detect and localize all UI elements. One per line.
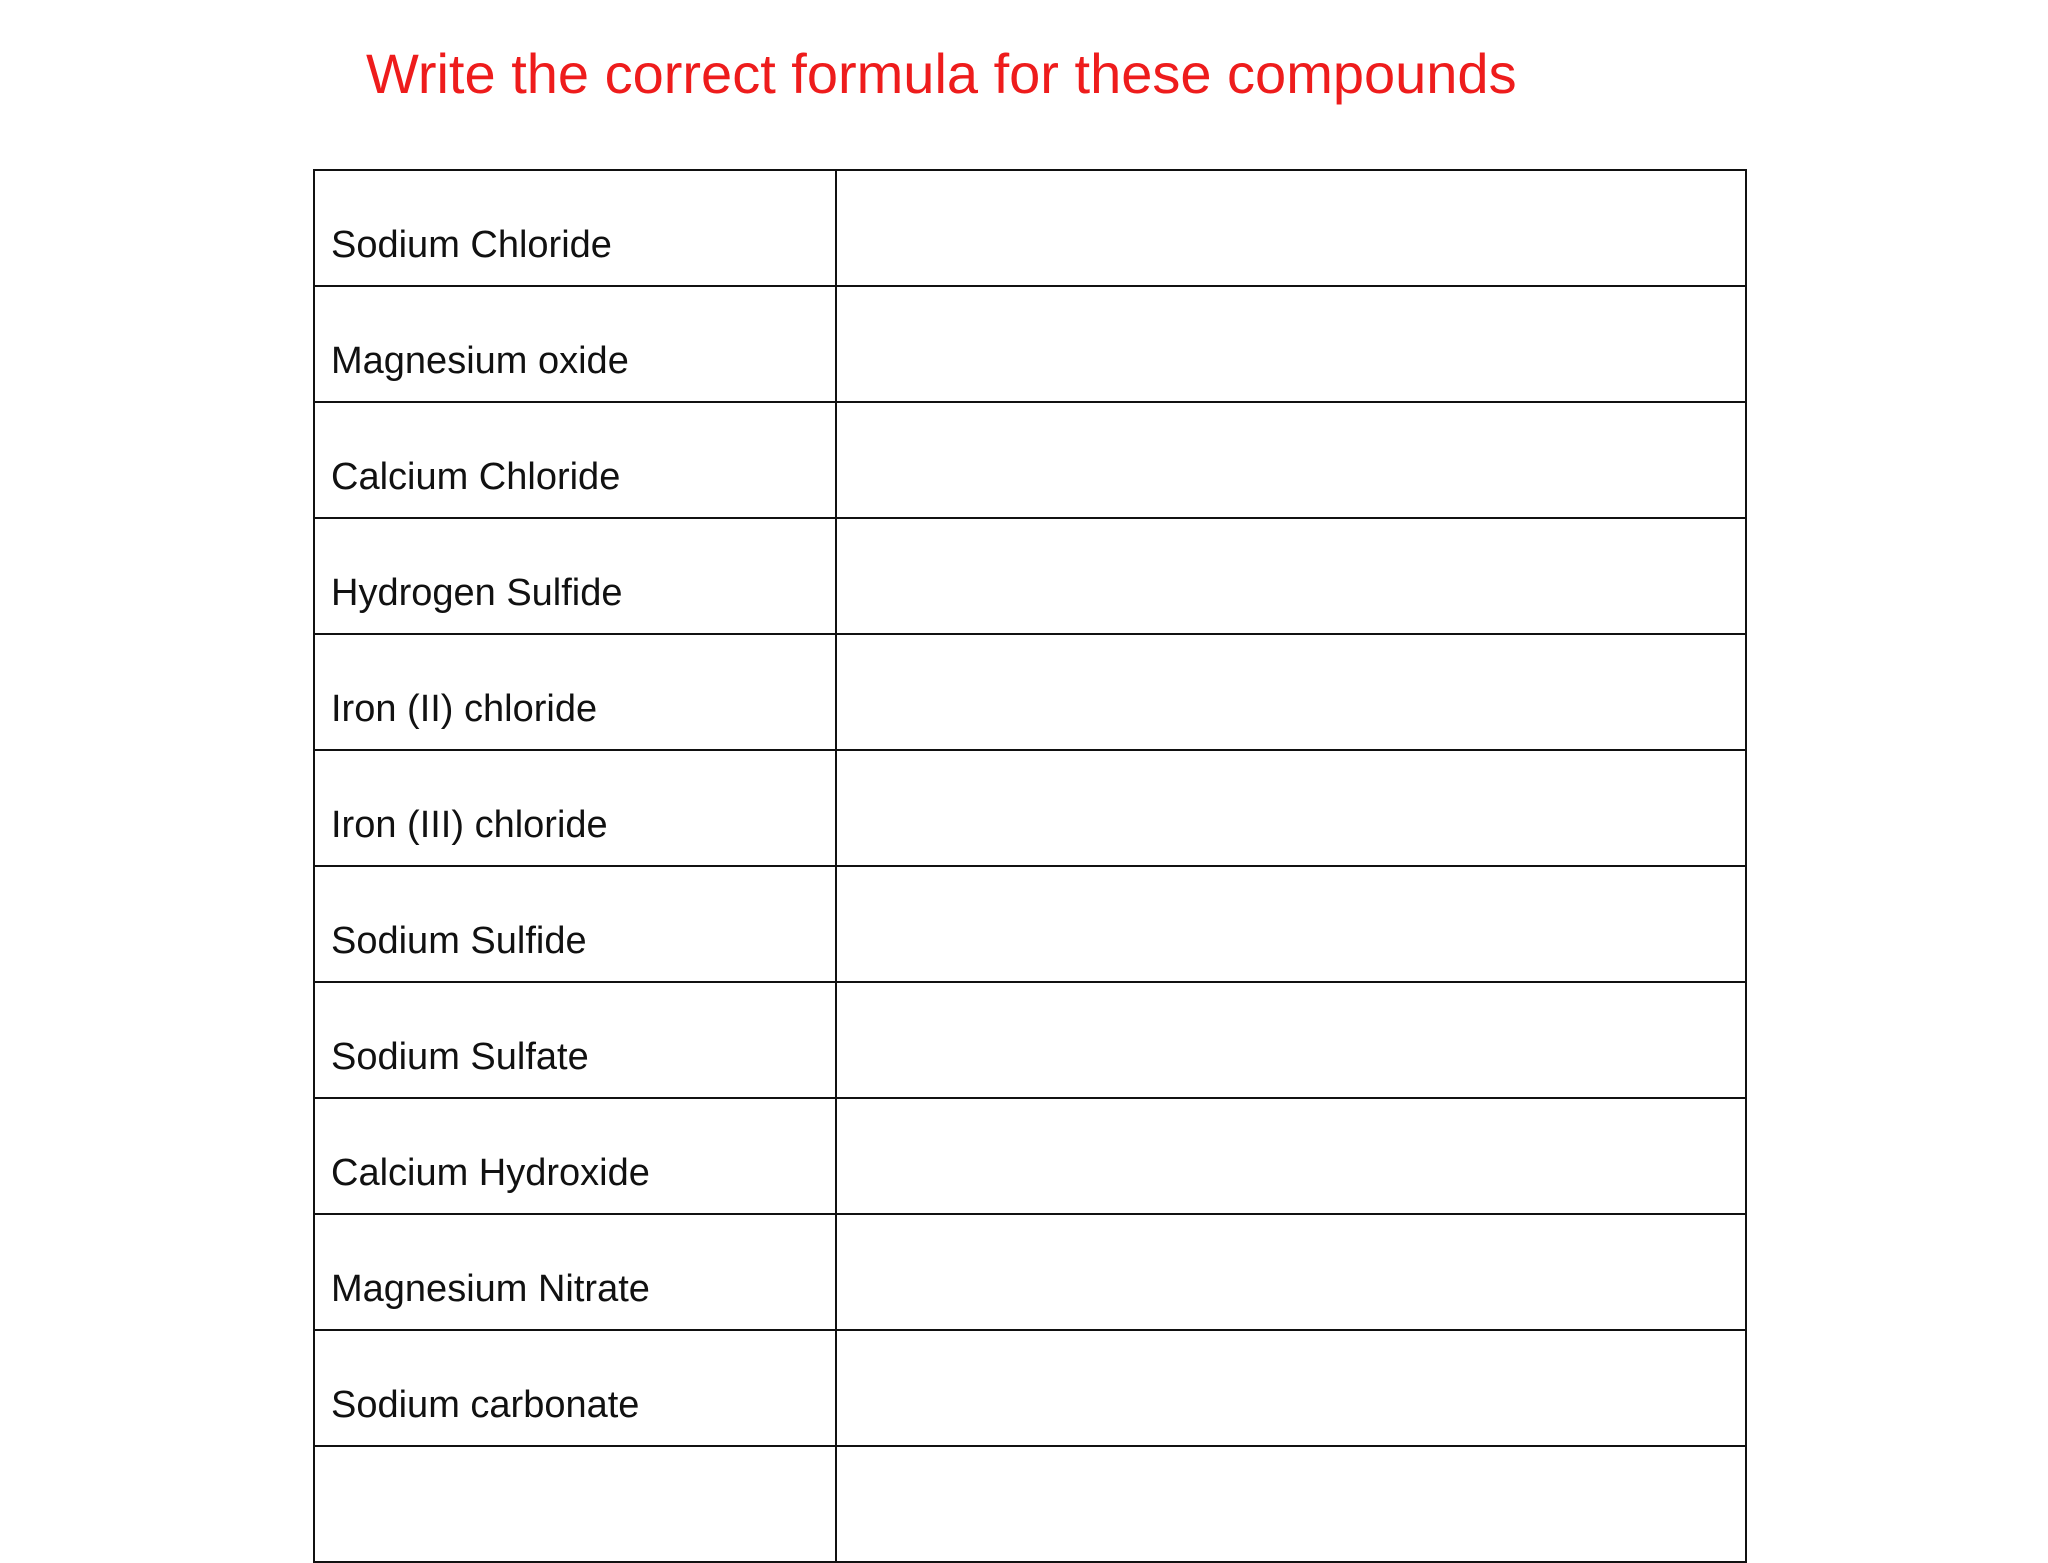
formula-answer-cell xyxy=(836,1098,1746,1214)
formula-answer-cell xyxy=(836,750,1746,866)
compound-name-cell: Magnesium Nitrate xyxy=(314,1214,836,1330)
compound-name-cell: Hydrogen Sulfide xyxy=(314,518,836,634)
formula-answer-cell xyxy=(836,286,1746,402)
page-title: Write the correct formula for these compounds xyxy=(366,42,1517,105)
formula-answer-cell xyxy=(836,402,1746,518)
formula-table xyxy=(313,169,1747,1563)
table-row xyxy=(314,982,1746,1098)
compound-name-cell: Sodium Sulfate xyxy=(314,982,836,1098)
formula-table-body xyxy=(314,170,1746,1562)
table-row xyxy=(314,1330,1746,1446)
formula-answer-cell xyxy=(836,634,1746,750)
formula-answer-cell xyxy=(836,170,1746,286)
formula-answer-cell xyxy=(836,1446,1746,1562)
compound-name-cell: Iron (II) chloride xyxy=(314,634,836,750)
table-row xyxy=(314,402,1746,518)
compound-name-cell: Sodium carbonate xyxy=(314,1330,836,1446)
compound-name-cell: Calcium Chloride xyxy=(314,402,836,518)
formula-answer-cell xyxy=(836,1214,1746,1330)
table-row xyxy=(314,1446,1746,1562)
compound-name-cell: Sodium Chloride xyxy=(314,170,836,286)
table-row xyxy=(314,1214,1746,1330)
table-row xyxy=(314,1098,1746,1214)
compound-name-cell: Calcium Hydroxide xyxy=(314,1098,836,1214)
formula-answer-cell xyxy=(836,518,1746,634)
table-row xyxy=(314,286,1746,402)
formula-answer-cell xyxy=(836,982,1746,1098)
table-row xyxy=(314,866,1746,982)
formula-answer-cell xyxy=(836,1330,1746,1446)
table-row xyxy=(314,634,1746,750)
table-row xyxy=(314,518,1746,634)
table-row xyxy=(314,750,1746,866)
formula-answer-cell xyxy=(836,866,1746,982)
compound-name-cell: Sodium Sulfide xyxy=(314,866,836,982)
table-row xyxy=(314,170,1746,286)
compound-name-cell xyxy=(314,1446,836,1562)
compound-name-cell: Magnesium oxide xyxy=(314,286,836,402)
compound-name-cell: Iron (III) chloride xyxy=(314,750,836,866)
